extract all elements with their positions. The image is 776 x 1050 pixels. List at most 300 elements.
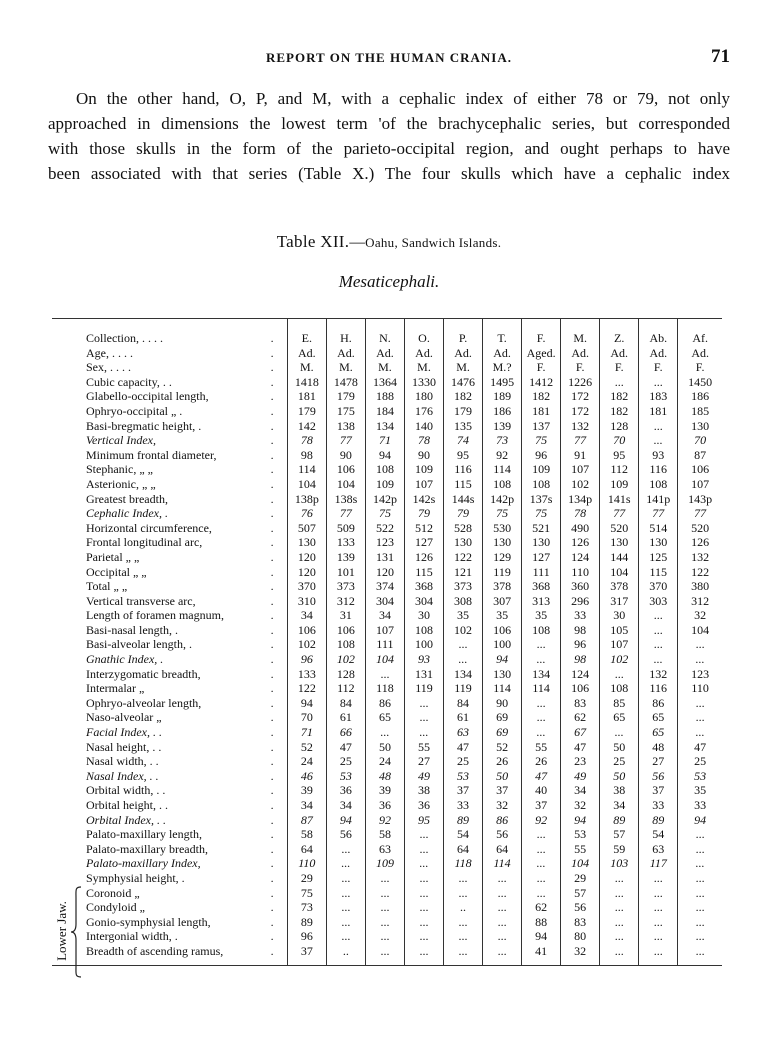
table-cell: 63 [444,725,483,740]
table-cell: 25 [326,754,365,769]
row-leader-dot: . [270,579,274,594]
table-cell: 130 [483,535,522,550]
table-cell: 78 [561,506,600,521]
table-cell: 134 [365,419,404,434]
row-leader-dot: . [270,389,274,404]
table-cell: 92 [522,813,561,828]
table-cell: 102 [326,652,365,667]
table-cell: 103 [600,856,639,871]
row-leader-dot: . [270,549,274,564]
table-cell: 186 [483,404,522,419]
table-cell: 130 [444,535,483,550]
table-cell: 34 [326,798,365,813]
table-cell: 75 [365,506,404,521]
table-cell: 370 [287,579,326,594]
table-cell: 304 [365,594,404,609]
table-cell: P. [444,319,483,346]
table-cell: 368 [522,579,561,594]
table-row [52,725,722,740]
table-cell: 108 [365,462,404,477]
table-row [52,886,722,901]
table-cell: 317 [600,594,639,609]
table-cell: 131 [365,550,404,565]
row-leader-dot: . [270,856,274,871]
table-cell: ... [404,929,443,944]
table-cell: F. [522,360,561,375]
table-cell: 116 [639,462,678,477]
table-cell: 64 [483,842,522,857]
table-cell: ... [365,725,404,740]
table-cell: 57 [600,827,639,842]
row-label: Total „ „ [86,579,128,594]
table-row [52,637,722,652]
table-row [52,448,722,463]
table-cell: 71 [365,433,404,448]
row-leader-dot: . [270,900,274,915]
table-cell: 186 [678,389,722,404]
table-cell: 119 [444,681,483,696]
row-leader-dot: . [270,827,274,842]
row-leader-dot: . [270,652,274,667]
table-cell: ... [365,929,404,944]
table-cell: 80 [561,929,600,944]
table-cell: ... [404,886,443,901]
row-leader-dot: . [270,710,274,725]
table-row [52,594,722,609]
table-cell: ... [326,871,365,886]
row-leader-dot: . [270,462,274,477]
table-cell: 87 [287,813,326,828]
table-cell: ... [639,929,678,944]
table-cell: 86 [483,813,522,828]
table-cell: ... [365,915,404,930]
row-label: Intermalar „ [86,681,145,696]
table-cell: 25 [444,754,483,769]
table-cell: 33 [678,798,722,813]
table-cell: 139 [326,550,365,565]
table-cell: 98 [561,623,600,638]
table-cell: 38 [600,783,639,798]
table-cell: F. [639,360,678,375]
table-cell: 58 [365,827,404,842]
row-leader-dot: . [270,331,274,345]
table-cell: 67 [561,725,600,740]
table-cell: 30 [600,608,639,623]
table-cell: 34 [600,798,639,813]
table-cell: ... [522,652,561,667]
table-cell: 310 [287,594,326,609]
table-cell: ... [483,900,522,915]
row-label: Stephanic, „ „ [86,462,153,477]
table-cell: 65 [639,710,678,725]
table-cell: 108 [522,477,561,492]
table-row [52,856,722,871]
row-leader-dot: . [270,754,274,769]
table-cell: 1418 [287,375,326,390]
row-label: Sex, . . . . [86,360,131,375]
table-cell: 36 [404,798,443,813]
table-row [52,360,722,375]
table-cell: 95 [404,813,443,828]
table-cell: ... [639,886,678,901]
table-cell: 57 [561,886,600,901]
table-cell: 1478 [326,375,365,390]
table-cell: 179 [287,404,326,419]
table-cell: 380 [678,579,722,594]
table-cell: 134p [561,492,600,507]
table-cell: M. [326,360,365,375]
row-leader-dot: . [270,622,274,637]
table-title-dash: — [349,234,366,251]
table-cell: 37 [522,798,561,813]
table-cell: 29 [287,871,326,886]
row-label: Frontal longitudinal arc, [86,535,203,550]
table-cell: ... [404,710,443,725]
table-cell: 40 [522,783,561,798]
table-cell: 118 [444,856,483,871]
table-cell: 77 [326,433,365,448]
table-cell: ... [326,915,365,930]
table-cell: 49 [561,769,600,784]
row-leader-dot: . [270,506,274,521]
table-cell: 70 [600,433,639,448]
table-cell: 71 [287,725,326,740]
table-cell: 144s [444,492,483,507]
table-cell: 176 [404,404,443,419]
table-cell: ... [365,667,404,682]
row-label: Collection, . . . . [86,331,163,345]
table-cell: 182 [600,389,639,404]
table-cell: .. [326,944,365,965]
table-cell: 36 [326,783,365,798]
row-leader-dot: . [270,914,274,929]
table-cell: ... [600,900,639,915]
table-cell: ... [639,900,678,915]
row-leader-dot: . [270,345,274,360]
row-label: Length of foramen magnum, [86,608,224,623]
row-label: Breadth of ascending ramus, [86,943,224,958]
table-cell: 84 [326,696,365,711]
table-cell: 107 [404,477,443,492]
row-leader-dot: . [270,360,274,375]
table-cell: 77 [639,506,678,521]
table-cell: 65 [639,725,678,740]
table-cell: 96 [522,448,561,463]
table-cell: 94 [522,929,561,944]
row-label: Interzygomatic breadth, [86,666,201,681]
table-cell: 116 [444,462,483,477]
table-cell: 87 [678,448,722,463]
table-cell: 112 [326,681,365,696]
table-cell: 1364 [365,375,404,390]
row-leader-dot: . [270,739,274,754]
table-cell: 62 [561,710,600,725]
table-row [52,565,722,580]
table-cell: 35 [483,608,522,623]
row-label: Cephalic Index, . [86,506,168,521]
table-row [52,521,722,536]
table-cell: Aged. [522,346,561,361]
table-cell: Ad. [600,346,639,361]
row-leader-dot: . [270,695,274,710]
table-row [52,579,722,594]
table-cell: 66 [326,725,365,740]
table-row [52,842,722,857]
table-cell: 34 [365,608,404,623]
table-cell: 114 [287,462,326,477]
table-cell: 75 [522,433,561,448]
table-cell: 32 [483,798,522,813]
row-label: Horizontal circumference, [86,520,212,535]
table-cell: ... [404,944,443,965]
table-cell: 102 [287,637,326,652]
row-leader-dot: . [270,783,274,798]
table-cell: F. [561,360,600,375]
table-cell: 89 [600,813,639,828]
table-cell: 34 [561,783,600,798]
table-cell: 85 [600,696,639,711]
table-row [52,769,722,784]
row-leader-dot: . [270,929,274,944]
table-cell: ... [678,696,722,711]
row-label: Asterionic, „ „ [86,476,156,491]
table-cell: 35 [522,608,561,623]
table-cell: 94 [326,813,365,828]
table-cell: ... [678,871,722,886]
table-cell: 101 [326,565,365,580]
table-cell: 52 [483,740,522,755]
table-cell: 130 [287,535,326,550]
row-leader-dot: . [270,535,274,550]
table-cell: 140 [404,419,443,434]
table-cell: F. [678,360,722,375]
table-cell: 35 [678,783,722,798]
row-label: Greatest breadth, [86,491,168,506]
row-label: Cubic capacity, . . [86,374,172,389]
table-cell: 47 [444,740,483,755]
table-cell: 93 [639,448,678,463]
table-row [52,492,722,507]
table-cell: M. [404,360,443,375]
table-cell: ... [639,637,678,652]
table-cell: 137s [522,492,561,507]
table-cell: 108 [326,637,365,652]
table-cell: 32 [678,608,722,623]
row-leader-dot: . [270,885,274,900]
row-label: Palato-maxillary length, [86,827,202,842]
table-cell: 50 [600,769,639,784]
table-cell: 127 [522,550,561,565]
table-cell: 95 [600,448,639,463]
row-leader-dot: . [270,798,274,812]
table-cell: ... [326,856,365,871]
row-label: Naso-alveolar „ [86,710,162,725]
table-cell: 172 [561,404,600,419]
table-cell: Ad. [404,346,443,361]
table-cell: 110 [561,565,600,580]
table-cell: 107 [678,477,722,492]
table-cell: 100 [404,637,443,652]
table-cell: 89 [287,915,326,930]
table-cell: 142 [287,419,326,434]
table-cell: 65 [365,710,404,725]
table-cell: 104 [561,856,600,871]
table-cell: 184 [365,404,404,419]
table-cell: 91 [561,448,600,463]
table-cell: 132 [639,667,678,682]
table-cell: 37 [483,783,522,798]
table-cell: 182 [600,404,639,419]
table-cell: ... [522,710,561,725]
table-cell: 93 [404,652,443,667]
intro-line: approached in dimensions the lowest term 'of the brachycephalic series, but corresponded [48,114,730,133]
table-cell: O. [404,319,443,346]
table-cell: 84 [444,696,483,711]
table-cell: 108 [483,477,522,492]
row-label: Glabello-occipital length, [86,389,209,404]
table-cell: ... [444,886,483,901]
row-leader-dot: . [270,681,274,696]
table-cell: ... [522,725,561,740]
table-cell: 115 [444,477,483,492]
row-leader-dot: . [270,564,274,579]
table-cell: 27 [639,754,678,769]
table-row [52,798,722,813]
table-cell: 122 [444,550,483,565]
table-cell: 1450 [678,375,722,390]
table-cell: ... [600,725,639,740]
table-cell: 114 [522,681,561,696]
table-cell: 25 [678,754,722,769]
table-cell: ... [639,623,678,638]
table-cell: 23 [561,754,600,769]
table-location: Oahu, Sandwich Islands. [365,235,502,250]
table-row [52,623,722,638]
table-cell: 77 [600,506,639,521]
table-row [52,319,722,346]
table-cell: M. [444,360,483,375]
table-cell: 90 [404,448,443,463]
table-cell: 79 [404,506,443,521]
table-cell: 32 [561,798,600,813]
table-cell: 109 [365,856,404,871]
table-cell: 490 [561,521,600,536]
row-leader-dot: . [270,447,274,462]
row-label: Basi-nasal length, . [86,622,178,637]
table-cell: ... [639,419,678,434]
table-cell: ... [678,725,722,740]
row-leader-dot: . [270,593,274,608]
table-cell: 112 [600,462,639,477]
table-cell: ... [678,652,722,667]
table-row [52,375,722,390]
table-cell: 522 [365,521,404,536]
table-cell: ... [639,915,678,930]
table-cell: ... [600,886,639,901]
table-cell: 181 [522,404,561,419]
table-cell: 39 [365,783,404,798]
table-cell: 106 [678,462,722,477]
table-cell: ... [365,886,404,901]
table-cell: 55 [522,740,561,755]
table-cell: ... [678,929,722,944]
table-cell: ... [522,827,561,842]
table-cell: 188 [365,389,404,404]
table-cell: 50 [483,769,522,784]
row-label: Minimum frontal diameter, [86,447,217,462]
table-cell: 120 [287,550,326,565]
row-label: Gnathic Index, . [86,652,164,667]
table-row [52,404,722,419]
table-cell: 130 [483,667,522,682]
table-cell: 129 [483,550,522,565]
table-cell: 512 [404,521,443,536]
table-cell: 127 [404,535,443,550]
table-cell: 73 [483,433,522,448]
table-cell: 74 [444,433,483,448]
table-cell: ... [678,710,722,725]
table-cell: 61 [326,710,365,725]
table-cell: 56 [639,769,678,784]
table-cell: 134 [522,667,561,682]
table-cell: 130 [600,535,639,550]
table-cell: ... [404,871,443,886]
table-cell: 70 [678,433,722,448]
table-cell: 296 [561,594,600,609]
table-cell: 37 [639,783,678,798]
table-cell: 133 [287,667,326,682]
table-cell: 109 [600,477,639,492]
table-cell: ... [678,637,722,652]
table-cell: 144 [600,550,639,565]
table-cell: 96 [287,652,326,667]
table-cell: 1330 [404,375,443,390]
table-row [52,462,722,477]
table-cell: 47 [522,769,561,784]
table-cell: 368 [404,579,443,594]
table-cell: 142p [483,492,522,507]
row-label: Palato-maxillary breadth, [86,841,208,856]
table-cell: ... [678,944,722,965]
table-cell: 83 [561,696,600,711]
table-cell: 108 [522,623,561,638]
table-cell: ... [600,929,639,944]
table-cell: 102 [444,623,483,638]
table-cell: 378 [483,579,522,594]
table-cell: 34 [287,608,326,623]
table-cell: 37 [287,944,326,965]
table-cell: 94 [365,448,404,463]
table-label: Table XII. [276,232,350,251]
table-cell: 94 [287,696,326,711]
table-subtitle: Mesaticephali. [338,272,440,291]
table-cell: 530 [483,521,522,536]
table-cell: 47 [326,740,365,755]
table-cell: ... [600,944,639,965]
table-cell: 37 [444,783,483,798]
table-cell: 46 [287,769,326,784]
table-cell: 122 [287,681,326,696]
table-cell: 121 [444,565,483,580]
table-cell: 172 [561,389,600,404]
table-cell: 48 [639,740,678,755]
table-cell: ... [600,871,639,886]
table-cell: 131 [404,667,443,682]
table-cell: Ab. [639,319,678,346]
table-cell: 108 [600,681,639,696]
table-cell: ... [326,842,365,857]
table-cell: 132 [561,419,600,434]
